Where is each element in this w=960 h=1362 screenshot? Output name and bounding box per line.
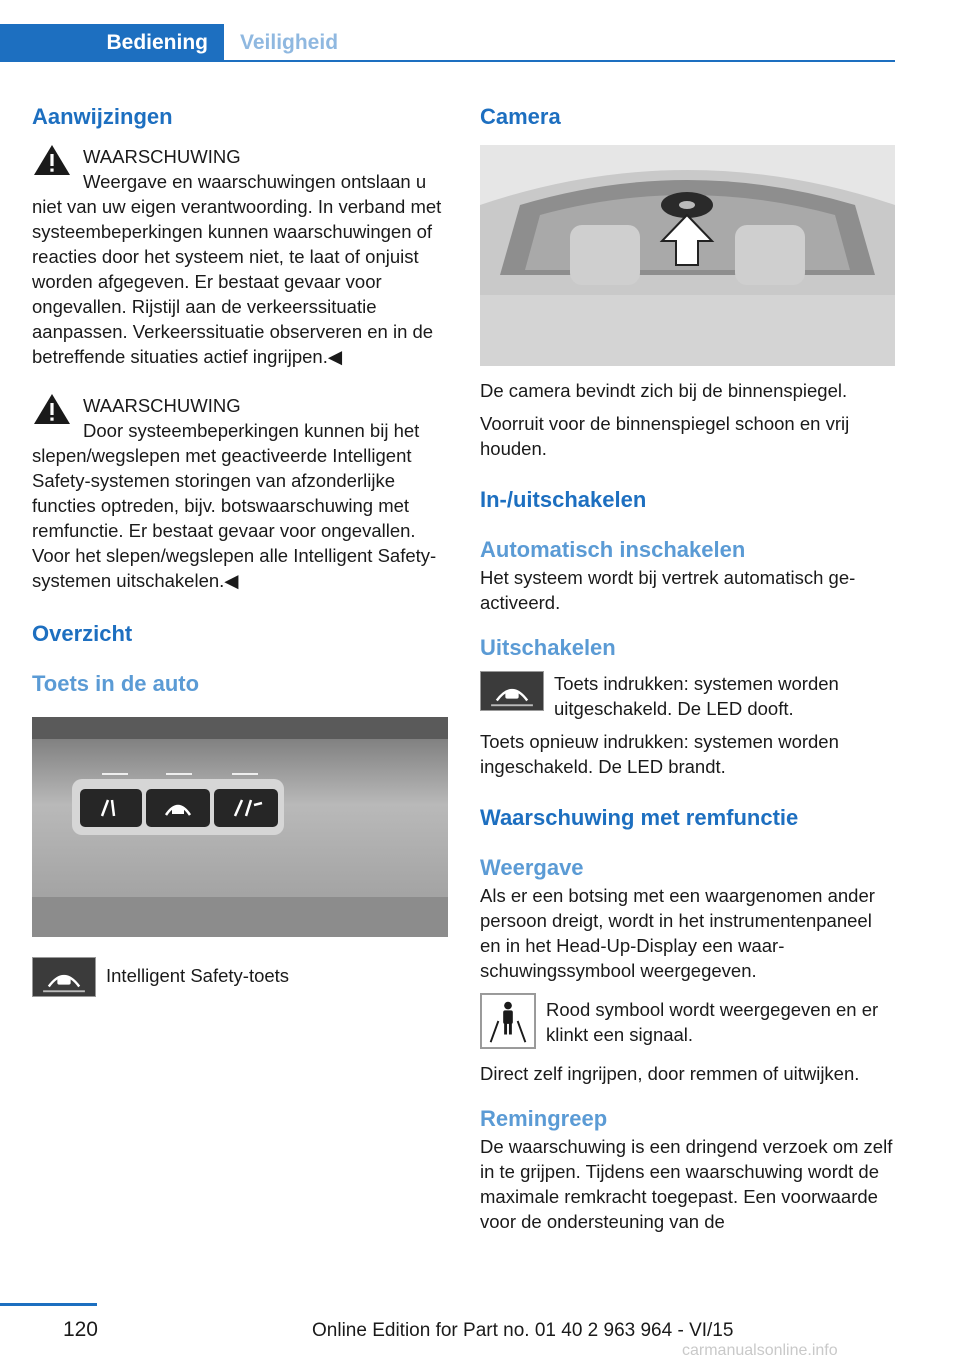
camera-location-text: De camera bevindt zich bij de binnenspiegel. [480, 380, 848, 401]
intelligent-safety-key-icon [480, 671, 544, 711]
off-text: Toets indrukken: systemen worden uitgeschakeld. De LED dooft. [554, 673, 839, 719]
footer-rule [0, 1303, 97, 1306]
button-caption: Intelligent Safety-toets [106, 965, 290, 986]
left-column [32, 100, 448, 1001]
heading-brake-warning: Waarschuwing met remfunctie [480, 805, 799, 830]
heading-on-off: In-/uitschakelen [480, 487, 647, 512]
camera-clean-text: Voorruit voor de binnenspiegel schoon en vrij houden. [480, 413, 850, 459]
edition-info: Online Edition for Part no. 01 40 2 963 964 - VI/15 [312, 1320, 734, 1341]
warning-triangle-icon [32, 142, 72, 178]
warning-text-1: Weergave en waarschuwingen ontslaan u niet van uw eigen verantwoording. In verband met systeembeperkingen kunnen waarschuwingen of reacties door het systeem niet, te laat of onjuist worden afgegeven. Er bestaat gevaar voor ongevallen. Rijstijl aan de verkeerssituatie aanpassen. Verkeerssituatie observeren en in de betreffende situaties actief ingrijpen.◀ [32, 171, 442, 367]
warning-triangle-icon [32, 391, 72, 427]
right-column [480, 100, 895, 1234]
pedestrian-warning-icon [480, 993, 536, 1049]
section-tabs [0, 24, 895, 62]
subheading-button-in-car: Toets in de auto [32, 671, 200, 696]
heading-notes: Aanwijzingen [32, 104, 173, 129]
direct-action-text: Direct zelf ingrijpen, door remmen of uitwijken. [480, 1063, 860, 1084]
warning-title-2: WAARSCHUWING [83, 395, 241, 416]
brake-text: De waarschuwing is een dringend verzoek om zelf in te grijpen. Tijdens een waarschuwing wordt de maximale remkracht toegepast. Een voorwaarde voor de ondersteuning van de [480, 1136, 893, 1232]
safety-button-photo [32, 717, 448, 937]
page-number: 120 [62, 1318, 98, 1341]
on-again-text: Toets opnieuw indrukken: systemen worden ingeschakeld. De LED brandt. [480, 731, 839, 777]
intelligent-safety-key-icon [32, 957, 96, 997]
display-text: Als er een botsing met een waargenomen ander persoon dreigt, wordt in het instrumentenpaneel en in het Head-Up-Display een waarschuwingssymbool weergegeven. [480, 885, 875, 981]
heading-overview: Overzicht [32, 621, 133, 646]
tab-veiligheid[interactable]: Veiligheid [240, 31, 339, 54]
warning-title-1: WAARSCHUWING [83, 146, 241, 167]
watermark: carmanualsonline.info [682, 1342, 838, 1359]
camera-windshield-photo [480, 145, 895, 366]
subheading-auto-on: Automatisch inschakelen [480, 537, 746, 562]
subheading-off: Uitschakelen [480, 635, 616, 660]
tab-bediening[interactable]: Bediening [0, 24, 224, 62]
heading-camera: Camera [480, 104, 561, 129]
tab-underline [224, 60, 895, 62]
auto-on-text: Het systeem wordt bij vertrek automatisch geactiveerd. [480, 567, 856, 613]
off-row [480, 671, 895, 721]
red-symbol-row [480, 993, 895, 1053]
warning-text-2: Door systeembeperkingen kunnen bij het slepen/wegslepen met geactiveerde Intelligent Safety-systemen storingen van afzonderlijke functies optreden, bijv. botswaarschuwing met remfunctie. Er bestaat gevaar voor ongevallen. Voor het slepen/wegslepen alle Intelligent Safety-systemen uitschakelen.◀ [32, 420, 437, 591]
red-symbol-text: Rood symbool wordt weergegeven en er klinkt een signaal. [546, 999, 879, 1045]
warning-block-2 [32, 391, 448, 593]
subheading-display: Weergave [480, 855, 584, 880]
subheading-brake-intervention: Remingreep [480, 1106, 608, 1131]
button-caption-row [32, 957, 448, 1001]
warning-block-1 [32, 142, 448, 369]
